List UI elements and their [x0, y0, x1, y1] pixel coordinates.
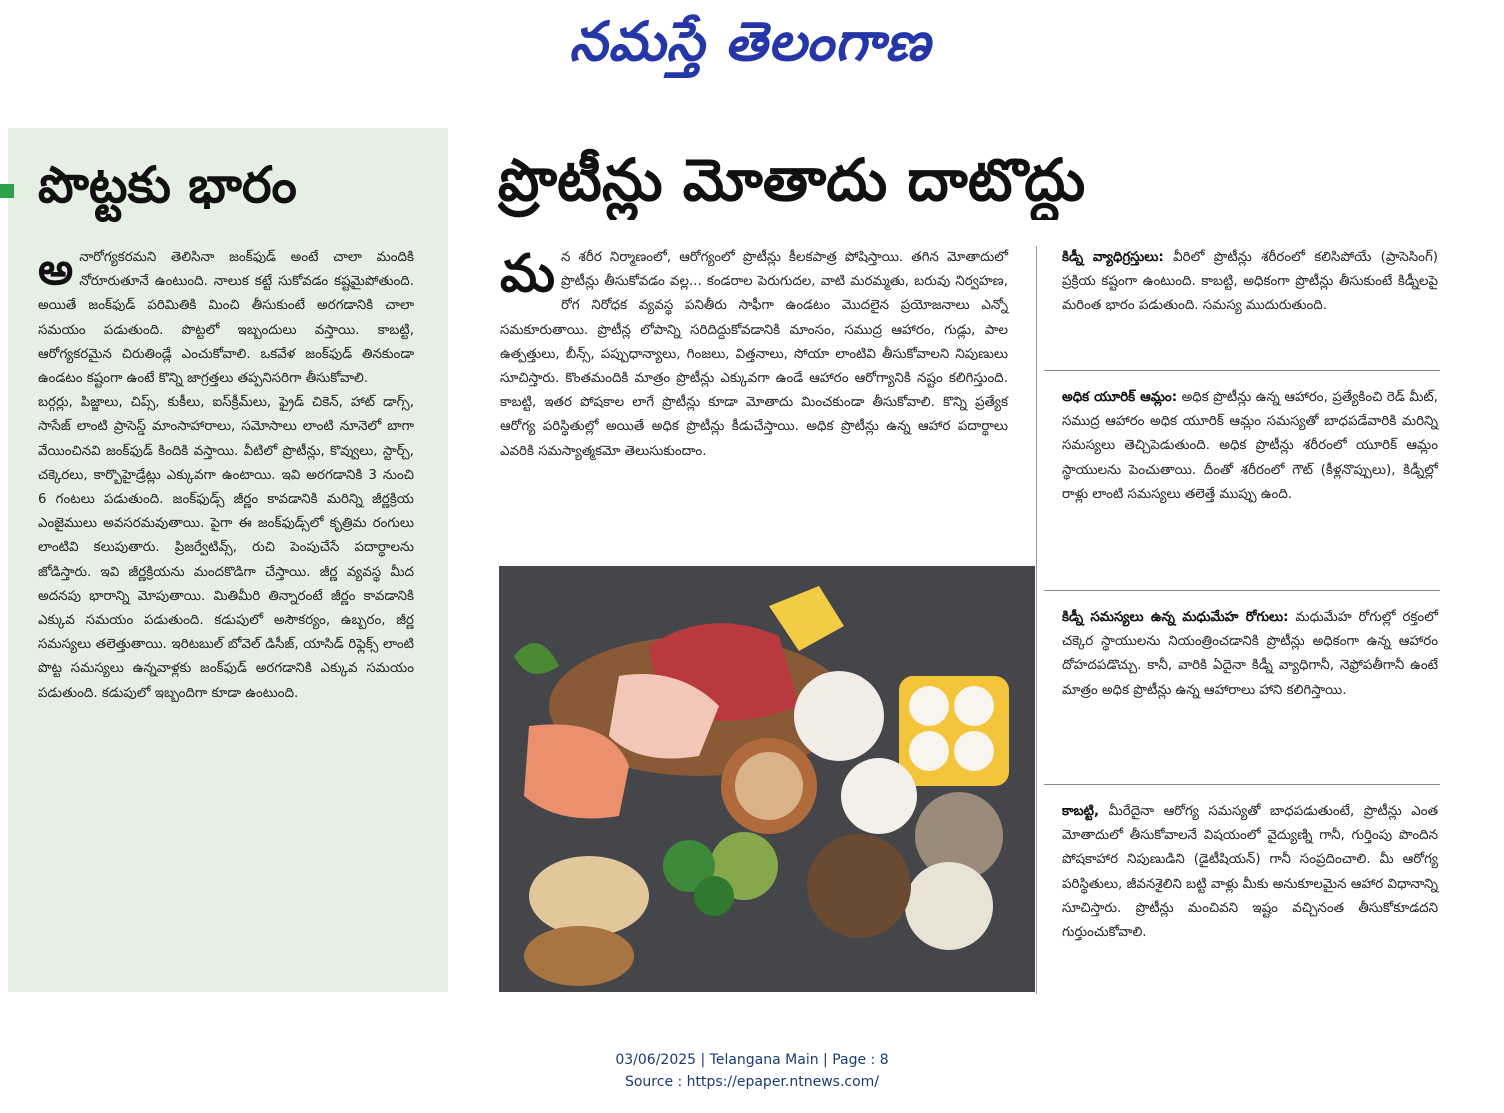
box-text: మీరేదైనా ఆరోగ్య సమస్యతో బాధపడుతుంటే, ప్రొటీన్లు ఎంత మోతాదులో తీసుకోవాలనే విషయంలో వైద్యుణ్ని గానీ, గుర్తింపు పొందిన పోషకాహార నిపుణుడిని (డైటీషియన్) గానీ సంప్రదించాలి. మీ ఆరోగ్య పరిస్థితులు, జీవనశైలిని బట్టి వాళ్లు మీకు అనుకూలమైన ఆహార విధానాన్ని సూచిస్తారు. ప్రొటీన్లు మంచివని ఇష్టం వచ్చినంత తీసుకోకూడదని గుర్తుంచుకోవాలి. — [1062, 804, 1438, 941]
column-divider — [1036, 246, 1037, 994]
info-box-diabetes — [1062, 606, 1438, 703]
box-heading: కిడ్నీ వ్యాధిగ్రస్తులు: — [1062, 250, 1164, 265]
footer-date-line: 03/06/2025 | Telangana Main | Page : 8 — [615, 1052, 889, 1068]
protein-foods-photo — [499, 566, 1035, 992]
box-divider — [1044, 784, 1440, 785]
box-heading: అధిక యూరిక్ ఆమ్లం: — [1062, 390, 1178, 405]
box-divider — [1044, 370, 1440, 371]
page-footer — [0, 1049, 1504, 1093]
article-dropcap: మ — [500, 244, 556, 304]
box-divider — [1044, 590, 1440, 591]
sidebar-title: పొట్టకు భారం — [38, 156, 297, 214]
article-intro-text: న శరీర నిర్మాణంలో, ఆరోగ్యంలో ప్రొటీన్లు కీలకపాత్ర పోషిస్తాయి. తగిన మోతాదులో ప్రొటీన్లు తీసుకోవడం వల్ల... కండరాల పెరుగుదల, వాటి మరమ్మతు, బరువు నిర్వహణ, రోగ నిరోధక వ్యవస్థ పనితీరు సాఫీగా ఉండటం మొదలైన ప్రయోజనాలు ఎన్నో సమకూరుతాయి. ప్రొటీన్ల లోపాన్ని సరిదిద్దుకోవడానికి మాంసం, సముద్ర ఆహారం, గుడ్లు, పాల ఉత్పత్తులు, బీన్స్, పప్పుధాన్యాలు, గింజలు, విత్తనాలు, సోయా లాంటివి తీసుకోవాలని నిపుణులు సూచిస్తారు. కొంతమందికి మాత్రం ప్రొటీన్లు ఎక్కువగా ఉండే ఆహారం ఆరోగ్యానికి నష్టం కలిగిస్తుంది. కాబట్టి, ఇతర పోషకాల లాగే ప్రొటీన్లు కూడా మోతాదు మించకుండా తీసుకోవాలి. కొన్ని ప్రత్యేక ఆరోగ్య పరిస్థితుల్లో అయితే అధిక ప్రొటీన్లు కీడుచేస్తాయి. అధిక ప్రొటీన్లు ఉన్న ఆహార పదార్థాలు ఎవరికి సమస్యాత్మకమో తెలుసుకుందాం. — [500, 250, 1008, 459]
article-headline: ప్రొటీన్లు మోతాదు దాటొద్దు — [498, 146, 1086, 214]
sidebar-dropcap: అ — [38, 244, 74, 295]
sidebar-paragraph: బర్గర్లు, పిజ్జాలు, చిప్స్, కుకీలు, ఐస్‌క్రీమ్‌లు, ఫ్రైడ్ చికెన్, హాట్ డాగ్స్, సాసేజ్ లాంటి ప్రాసెస్డ్ మాంసాహారాలు, సమోసాలు లాంటి నూనెలో బాగా వేయించినవి జంక్‌ఫుడ్ కిందికి వస్తాయి. వీటిలో ప్రొటీన్లు, కొవ్వులు, స్టార్చ్, చక్కెరలు, కార్బొహైడ్రేట్లు ఎక్కువగా ఉంటాయి. ఇవి అరగడానికి 3 నుంచి 6 గంటలు పడుతుంది. జంక్‌ఫుడ్స్ జీర్ణం కావడానికి మరిన్ని జీర్ణక్రియ ఎంజైములు అవసరమవుతాయి. పైగా ఈ జంక్‌ఫుడ్స్‌లో కృత్రిమ రంగులు లాంటివి కలుపుతారు. ప్రిజర్వేటివ్స్, రుచి పెంపుచేసే పదార్థాలను జోడిస్తారు. ఇవి జీర్ణక్రియను మందకొడిగా చేస్తాయి. జీర్ణ వ్యవస్థ మీద అదనపు భారాన్ని మోపుతాయి. మితిమీరి తిన్నారంటే జీర్ణం కావడానికి ఎక్కువ సమయం పడుతుంది. కడుపులో అసౌకర్యం, ఉబ్బరం, జీర్ణ సమస్యలు తలెత్తుతాయి. ఇరిటబుల్ బోవెల్ డిసీజ్, యాసిడ్ రిఫ్లెక్స్ లాంటి పొట్ట సమస్యలు ఉన్నవాళ్లకు జంక్‌ఫుడ్ అరగడానికి ఎక్కువ సమయం పడుతుంది. కడుపులో ఇబ్బందిగా కూడా ఉంటుంది. — [38, 395, 414, 701]
box-text: మధుమేహ రోగుల్లో రక్తంలో చక్కెర స్థాయులను నియంత్రించడానికి ప్రొటీన్లు అధికంగా ఉన్న ఆహారం దోహదపడొచ్చు. కానీ, వారికి ఏదైనా కిడ్నీ వ్యాధిగానీ, నెఫ్రోపతీగానీ ఉంటే మాత్రం అధిక ప్రొటీన్లు ఉన్న ఆహారాలు హాని కలిగిస్తాయి. — [1062, 610, 1438, 698]
box-text: వీరిలో ప్రొటీన్లు శరీరంలో కలిసిపోయే (ప్రాసెసింగ్) ప్రక్రియ కష్టంగా ఉంటుంది. కాబట్టి, అధికంగా ప్రొటీన్లు తీసుకుంటే కిడ్నీలపై మరింత భారం పడుతుంది. సమస్య ముదురుతుంది. — [1062, 250, 1438, 314]
info-box-uric-acid — [1062, 386, 1438, 507]
sidebar-article-body — [38, 246, 414, 706]
info-box-kidney — [1062, 246, 1438, 319]
newspaper-masthead: నమస్తే తెలంగాణ — [569, 9, 931, 73]
box-heading: కాబట్టి, — [1062, 804, 1100, 819]
box-text: అధిక ప్రొటీన్లు ఉన్న ఆహారం, ప్రత్యేకించి రెడ్ మీట్, సముద్ర ఆహారం అధిక యూరిక్ ఆమ్లం సమస్యతో బాధపడేవారికి మరిన్ని సమస్యలు తెచ్చిపెడుతుంది. అధిక ప్రొటీన్లు శరీరంలో యూరిక్ ఆమ్లం స్థాయులను పెంచుతాయి. దీంతో శరీరంలో గౌట్ (కీళ్లనొప్పులు), కిడ్నీల్లో రాళ్లు లాంటి సమస్యలు తలెత్తే ముప్పు ఉంది. — [1062, 390, 1438, 502]
article-intro — [500, 246, 1008, 464]
box-heading: కిడ్నీ సమస్యలు ఉన్న మధుమేహ రోగులు: — [1062, 610, 1289, 625]
footer-source-line: Source : https://epaper.ntnews.com/ — [624, 1074, 880, 1090]
sidebar-paragraph: నారోగ్యకరమని తెలిసినా జంక్‌ఫుడ్ అంటే చాలా మందికి నోరూరుతూనే ఉంటుంది. నాలుక కట్టే సుకోవడం కష్టమైపోతుంది. అయితే జంక్‌ఫుడ్ పరిమితికి మించి తీసుకుంటే అరగడానికి చాలా సమయం పడుతుంది. పొట్టలో ఇబ్బందులు వస్తాయి. కాబట్టి, ఆరోగ్యకరమైన చిరుతిండ్లే ఎంచుకోవాలి. ఒకవేళ జంక్‌ఫుడ్ తినకుండా ఉండటం కష్టంగా ఉంటే కొన్ని జాగ్రత్తలు తప్పనిసరిగా తీసుకోవాలి. — [38, 250, 414, 387]
info-box-conclusion — [1062, 800, 1438, 945]
section-marker — [0, 184, 14, 198]
